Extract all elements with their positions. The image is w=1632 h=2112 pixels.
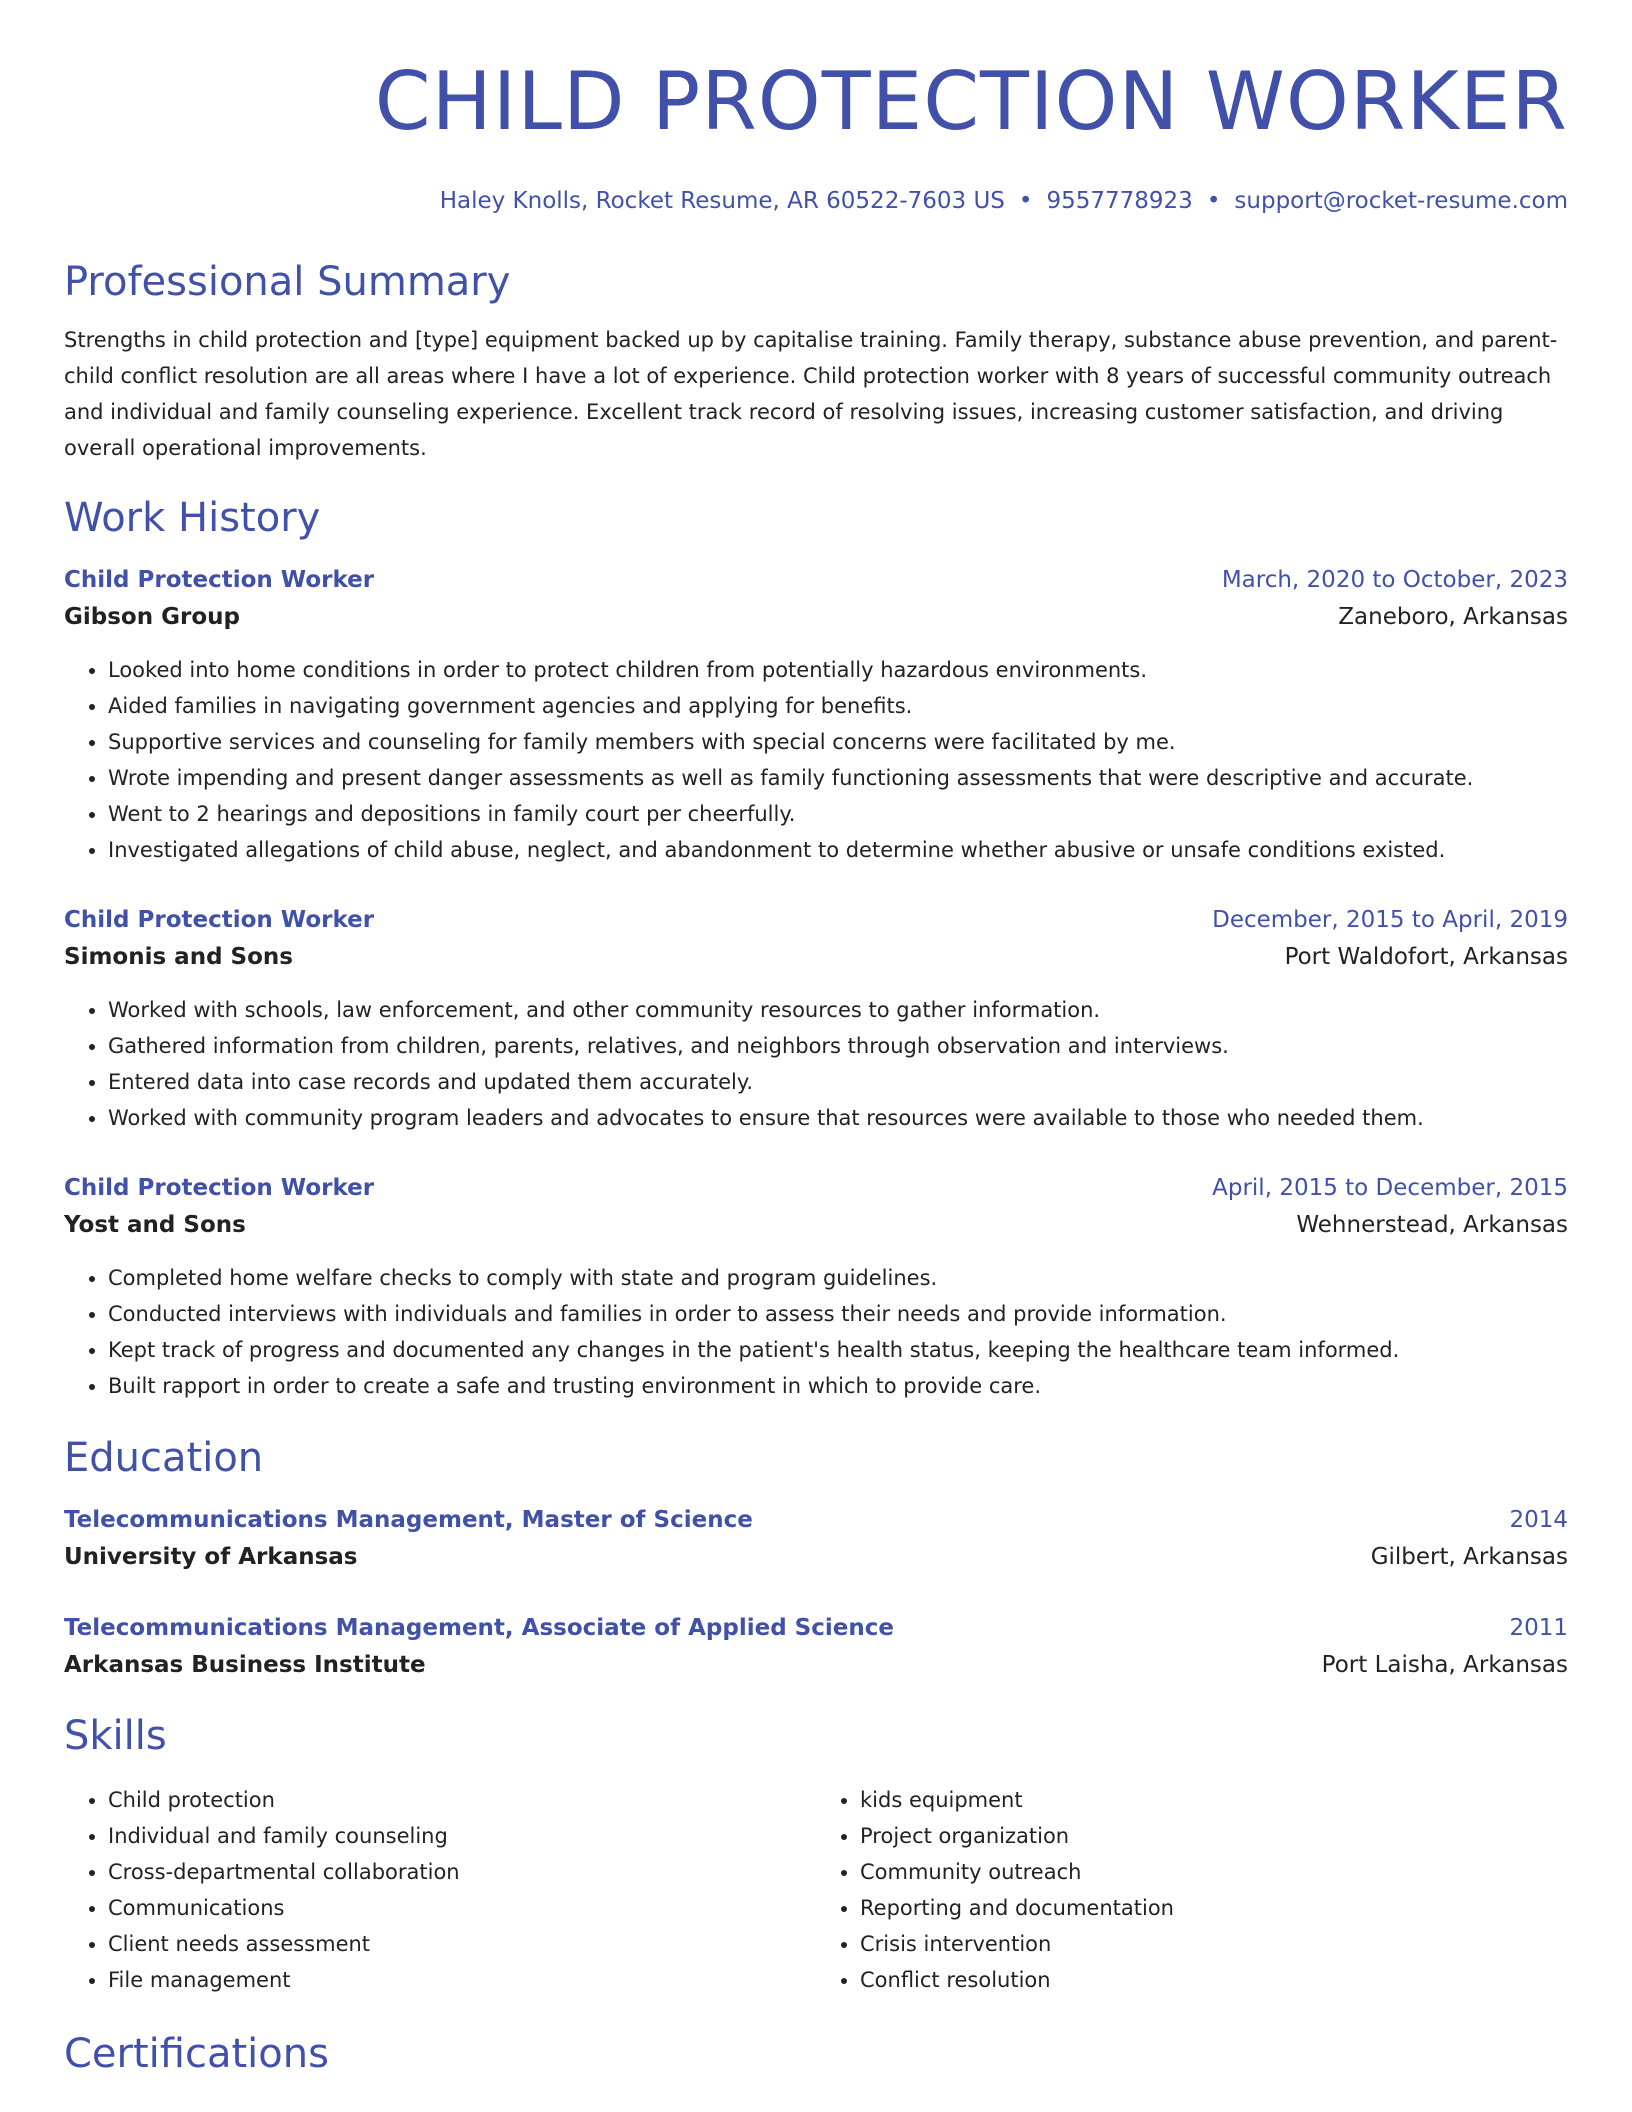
job-entry xyxy=(64,562,1568,868)
education-entry xyxy=(64,1610,1568,1684)
job-location: Zaneboro, Arkansas xyxy=(1338,604,1568,630)
job-bullet: • Looked into home conditions in order to protect children from potentially hazardous environments. xyxy=(108,652,1568,688)
education-year: 2011 xyxy=(1509,1615,1568,1641)
section-title-certifications: Certifications xyxy=(64,2031,329,2077)
skill-item: • Child protection xyxy=(108,1782,816,1818)
job-bullet: • Worked with community program leaders and advocates to ensure that resources were available to those who needed them. xyxy=(108,1100,1568,1136)
education-school: University of Arkansas xyxy=(64,1544,358,1570)
job-bullets xyxy=(64,992,1568,1136)
education-location: Port Laisha, Arkansas xyxy=(1321,1652,1568,1678)
skill-item: • Reporting and documentation xyxy=(860,1890,1568,1926)
education-entry xyxy=(64,1502,1568,1576)
skill-item: • File management xyxy=(108,1962,816,1998)
skill-item: • kids equipment xyxy=(860,1782,1568,1818)
job-entry xyxy=(64,902,1568,1136)
education-year: 2014 xyxy=(1509,1507,1568,1533)
skill-item: • Community outreach xyxy=(860,1854,1568,1890)
job-role: Child Protection Worker xyxy=(64,567,375,593)
contact-email: support@rocket-resume.com xyxy=(1234,188,1568,214)
contact-separator: • xyxy=(1206,188,1221,214)
job-bullet: • Built rapport in order to create a safe and trusting environment in which to provide care. xyxy=(108,1368,1568,1404)
job-company: Yost and Sons xyxy=(64,1212,246,1238)
education-location: Gilbert, Arkansas xyxy=(1370,1544,1568,1570)
job-bullet: • Aided families in navigating government agencies and applying for benefits. xyxy=(108,688,1568,724)
job-bullet: • Conducted interviews with individuals and families in order to assess their needs and provide information. xyxy=(108,1296,1568,1332)
resume-title: CHILD PROTECTION WORKER xyxy=(374,55,1568,148)
skills-list-right xyxy=(816,1782,1568,1998)
job-bullet: • Gathered information from children, parents, relatives, and neighbors through observation and interviews. xyxy=(108,1028,1568,1064)
job-bullet: • Went to 2 hearings and depositions in family court per cheerfully. xyxy=(108,796,1568,832)
job-role: Child Protection Worker xyxy=(64,1175,375,1201)
job-bullet: • Entered data into case records and updated them accurately. xyxy=(108,1064,1568,1100)
education-degree: Telecommunications Management, Associate of Applied Science xyxy=(64,1615,894,1641)
skill-item: • Cross-departmental collaboration xyxy=(108,1854,816,1890)
job-bullets xyxy=(64,652,1568,868)
skill-item: • Communications xyxy=(108,1890,816,1926)
resume-content xyxy=(64,0,1568,2080)
skill-item: • Client needs assessment xyxy=(108,1926,816,1962)
job-bullet: • Wrote impending and present danger assessments as well as family functioning assessments that were descriptive and accurate. xyxy=(108,760,1568,796)
section-title-education: Education xyxy=(64,1435,264,1481)
job-bullet: • Investigated allegations of child abuse, neglect, and abandonment to determine whether abusive or unsafe conditions existed. xyxy=(108,832,1568,868)
contact-line xyxy=(64,186,1568,216)
summary-text: Strengths in child protection and [type] equipment backed up by capitalise training. Family therapy, substance abuse prevention, and parent-child conflict resolution are all areas where I have a lot of experience. Child protection worker with 8 years of successful community outreach and individual and family counseling experience. Excellent track record of resolving issues, increasing customer satisfaction, and driving overall operational improvements. xyxy=(64,328,1558,460)
contact-phone: 9557778923 xyxy=(1046,188,1193,214)
job-location: Wehnerstead, Arkansas xyxy=(1296,1212,1568,1238)
education-degree: Telecommunications Management, Master of Science xyxy=(64,1507,753,1533)
skill-item: • Individual and family counseling xyxy=(108,1818,816,1854)
job-bullet: • Worked with schools, law enforcement, and other community resources to gather information. xyxy=(108,992,1568,1028)
job-dates: April, 2015 to December, 2015 xyxy=(1212,1175,1568,1201)
section-title-work-history: Work History xyxy=(64,495,321,541)
skills-list-left xyxy=(64,1782,816,1998)
contact-separator: • xyxy=(1018,188,1033,214)
job-dates: December, 2015 to April, 2019 xyxy=(1212,907,1568,933)
skill-item: • Conflict resolution xyxy=(860,1962,1568,1998)
skill-item: • Project organization xyxy=(860,1818,1568,1854)
job-bullet: • Supportive services and counseling for family members with special concerns were facilitated by me. xyxy=(108,724,1568,760)
job-bullet: • Completed home welfare checks to comply with state and program guidelines. xyxy=(108,1260,1568,1296)
skill-item: • Crisis intervention xyxy=(860,1926,1568,1962)
job-bullet: • Kept track of progress and documented any changes in the patient's health status, keeping the healthcare team informed. xyxy=(108,1332,1568,1368)
education-school: Arkansas Business Institute xyxy=(64,1652,426,1678)
contact-address: Haley Knolls, Rocket Resume, AR 60522-7603 US xyxy=(439,188,1005,214)
job-entry xyxy=(64,1170,1568,1404)
job-company: Gibson Group xyxy=(64,604,240,630)
job-location: Port Waldofort, Arkansas xyxy=(1284,944,1568,970)
job-role: Child Protection Worker xyxy=(64,907,375,933)
section-title-skills: Skills xyxy=(64,1713,167,1759)
skills-columns xyxy=(64,1782,1568,1998)
job-dates: March, 2020 to October, 2023 xyxy=(1221,567,1568,593)
job-bullets xyxy=(64,1260,1568,1404)
job-company: Simonis and Sons xyxy=(64,944,293,970)
section-title-summary: Professional Summary xyxy=(64,259,511,305)
